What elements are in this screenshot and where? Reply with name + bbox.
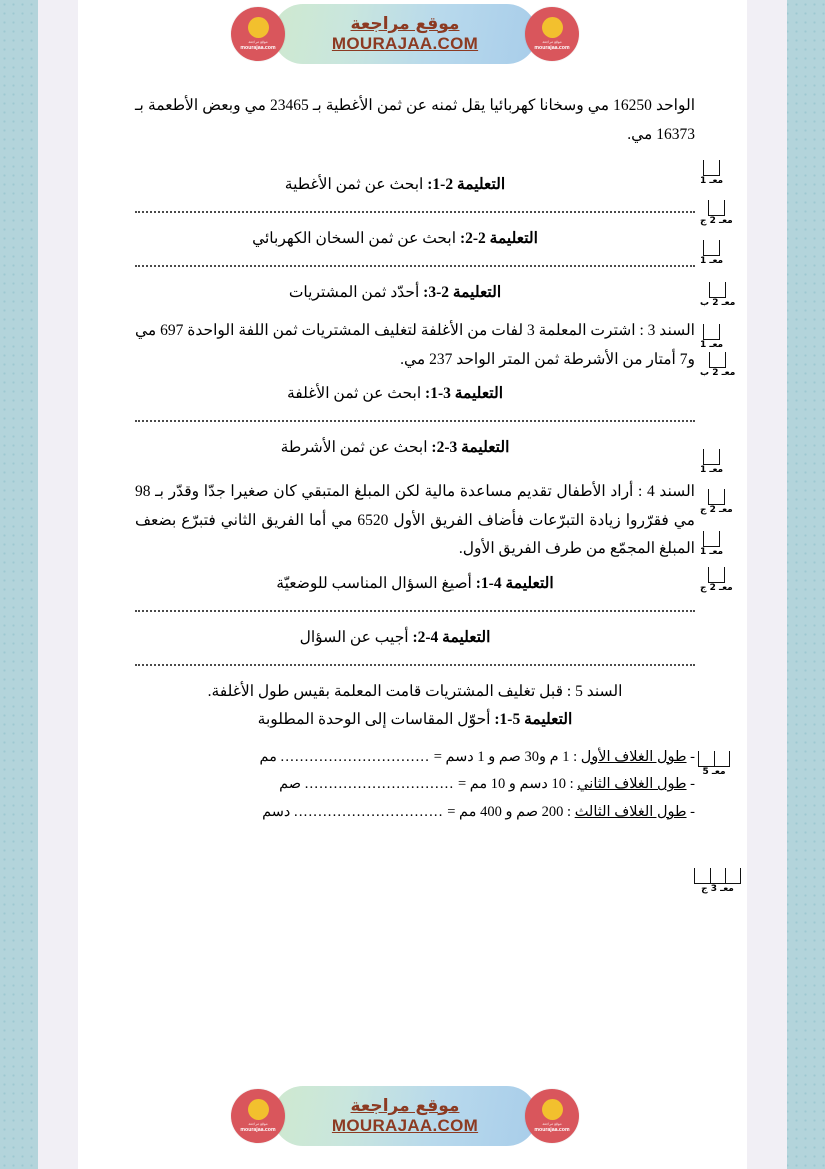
instruction-4-2-label: التعليمة 4-2: xyxy=(412,629,491,647)
measurement-row xyxy=(135,744,695,772)
grading-box-label: معـ 1 xyxy=(700,547,724,557)
grading-box[interactable] xyxy=(700,567,733,593)
grading-box-cell[interactable] xyxy=(710,868,725,883)
instruction-3-2-label: التعليمة 3-2: xyxy=(431,439,510,457)
book-icon xyxy=(248,1099,269,1120)
book-icon xyxy=(542,1099,563,1120)
grading-box-label: معـ 2 ج xyxy=(700,216,733,226)
grading-box-label: معـ 2 ب xyxy=(700,298,736,308)
grading-box-cell[interactable] xyxy=(704,160,719,175)
support-4-paragraph: السند 4 : أراد الأطفال تقديم مساعدة مالية لكن المبلغ المتبقي كان صغيرا جدّا وقدّر بـ 98 مي فقرّروا زيادة التبرّعات فأضاف الفريق الأول 6520 مي أما الفريق الثاني فتبرّع بضعف المبلغ المجمّع من طرف الفريق الأول. xyxy=(135,483,695,558)
answer-line[interactable] xyxy=(135,664,695,666)
grading-box-cell[interactable] xyxy=(710,352,725,367)
page-gutter-right xyxy=(747,0,787,1169)
watermark-english: MOURAJAA.COM xyxy=(331,1115,479,1135)
measurement-unit: دسم xyxy=(262,803,291,820)
grading-box-cells[interactable] xyxy=(694,868,741,884)
instruction-4-2-text: أجيب عن السؤال xyxy=(299,629,409,647)
instruction-2-2 xyxy=(135,225,695,253)
grading-box-cell[interactable] xyxy=(704,449,719,464)
measurement-title: طول الغلاف الأول xyxy=(580,748,687,765)
measurement-value: : 10 دسم و 10 مم = xyxy=(457,776,574,793)
grading-box-cell[interactable] xyxy=(710,282,725,297)
instruction-2-2-label: التعليمة 2-2: xyxy=(459,230,538,248)
instruction-2-3 xyxy=(135,279,695,307)
grading-box-cells[interactable] xyxy=(703,160,720,176)
grading-box-cells[interactable] xyxy=(709,352,726,368)
grading-box-cell[interactable] xyxy=(709,489,724,504)
instruction-2-3-text: أحدّد ثمن المشتريات xyxy=(288,284,420,302)
grading-box[interactable] xyxy=(700,324,723,350)
instruction-3-1 xyxy=(135,380,695,408)
grading-box-label: معـ 1 xyxy=(700,176,724,186)
logo-english-text: mourajaa.com xyxy=(534,1126,570,1133)
measurement-value: : 200 صم و 400 مم = xyxy=(447,803,572,820)
watermark-banner-bottom xyxy=(225,1082,585,1150)
grading-box-cell[interactable] xyxy=(704,324,719,339)
grading-box-cell[interactable] xyxy=(699,751,714,766)
measurement-title: طول الغلاف الثاني xyxy=(577,776,687,793)
instruction-4-2 xyxy=(135,624,695,652)
grading-box[interactable] xyxy=(700,449,723,475)
measurement-unit: صم xyxy=(279,776,302,793)
grading-box-cell[interactable] xyxy=(695,868,710,883)
instruction-2-2-text: ابحث عن ثمن السخان الكهربائي xyxy=(252,230,457,248)
book-icon xyxy=(248,17,269,38)
grading-box-label: معـ 5 xyxy=(702,767,726,777)
grading-box-label: معـ 2 ج xyxy=(700,583,733,593)
worksheet-body xyxy=(135,92,695,826)
watermark-english: MOURAJAA.COM xyxy=(331,33,479,53)
grading-box-label: معـ 1 xyxy=(700,256,724,266)
instruction-2-1-label: التعليمة 2-1: xyxy=(427,176,506,194)
grading-box-cells[interactable] xyxy=(698,751,730,767)
grading-box-label: معـ 2 ج xyxy=(700,505,733,515)
watermark-text xyxy=(273,1086,537,1146)
watermark-banner-top xyxy=(225,0,585,68)
page-gutter-left xyxy=(38,0,78,1169)
grading-box-label: معـ 2 ب xyxy=(700,368,736,378)
measurement-dash: - xyxy=(690,748,695,765)
grading-box-cells[interactable] xyxy=(703,240,720,256)
grading-box-cells[interactable] xyxy=(708,489,725,505)
instruction-2-1-text: ابحث عن ثمن الأغطية xyxy=(284,176,424,194)
measurement-answer-blank[interactable]: ............................... xyxy=(294,803,444,820)
instruction-3-1-text: ابحث عن ثمن الأغلفة xyxy=(287,385,422,403)
instruction-5-1-label: التعليمة 5-1: xyxy=(494,710,573,728)
instruction-3-1-label: التعليمة 3-1: xyxy=(425,385,503,403)
grading-box[interactable] xyxy=(700,240,723,266)
grading-box-cells[interactable] xyxy=(709,282,726,298)
logo-arabic-text: موقع مراجعة xyxy=(248,1122,268,1127)
logo-arabic-text: موقع مراجعة xyxy=(542,40,562,45)
measurement-dash: - xyxy=(690,803,695,820)
watermark-arabic: موقع مراجعة xyxy=(350,13,460,34)
grading-box-cell[interactable] xyxy=(704,531,719,546)
answer-line[interactable] xyxy=(135,420,695,422)
measurement-dash: - xyxy=(690,776,695,793)
instruction-4-1-label: التعليمة 4-1: xyxy=(475,575,554,593)
measurement-row xyxy=(135,799,695,827)
grading-box-label: معـ 1 xyxy=(700,465,724,475)
grading-box-cells[interactable] xyxy=(708,200,725,216)
grading-box[interactable] xyxy=(700,352,735,378)
intro-paragraph: الواحد 16250 مي وسخانا كهربائيا يقل ثمنه عن ثمن الأغطية بـ 23465 مي وبعض الأطعمة بـ 16373 مي. xyxy=(135,97,696,143)
instruction-4-1 xyxy=(135,570,695,598)
grading-box[interactable] xyxy=(700,531,723,557)
logo-arabic-text: موقع مراجعة xyxy=(542,1122,562,1127)
grading-box-label: معـ 1 xyxy=(700,340,724,350)
grading-box-cell[interactable] xyxy=(704,240,719,255)
answer-line[interactable] xyxy=(135,265,695,267)
grading-box-cells[interactable] xyxy=(708,567,725,583)
instruction-2-1 xyxy=(135,171,695,199)
measurement-title: طول الغلاف الثالث xyxy=(574,803,687,820)
instruction-2-3-label: التعليمة 2-3: xyxy=(423,284,502,302)
grading-box[interactable] xyxy=(700,489,733,515)
measurement-unit: مم xyxy=(259,748,277,765)
measurement-answer-blank[interactable]: ............................... xyxy=(304,776,455,793)
answer-line[interactable] xyxy=(135,211,695,213)
instruction-3-2-text: ابحث عن ثمن الأشرطة xyxy=(280,439,428,457)
grading-box[interactable] xyxy=(700,282,735,308)
grading-box[interactable] xyxy=(700,160,723,186)
book-icon xyxy=(542,17,563,38)
measurement-row xyxy=(135,771,695,799)
logo-english-text: mourajaa.com xyxy=(240,1126,276,1133)
grading-box-cell[interactable] xyxy=(709,200,724,215)
logo-arabic-text: موقع مراجعة xyxy=(248,40,268,45)
instruction-4-1-text: أصيغ السؤال المناسب للوضعيّة xyxy=(276,575,472,593)
watermark-text xyxy=(273,4,537,64)
instruction-5-1 xyxy=(135,706,695,734)
grading-box-cell[interactable] xyxy=(725,868,740,883)
grading-box-cell[interactable] xyxy=(709,567,724,582)
grading-box[interactable] xyxy=(698,751,730,777)
grading-box[interactable] xyxy=(700,200,733,226)
grading-box[interactable] xyxy=(694,868,741,894)
logo-english-text: mourajaa.com xyxy=(240,44,276,51)
measurement-answer-blank[interactable]: ............................... xyxy=(280,748,431,765)
support-3-paragraph: السند 3 : اشترت المعلمة 3 لفات من الأغلفة لتغليف المشتريات ثمن اللفة الواحدة 697 مي و7 أمتار من الأشرطة ثمن المتر الواحد 237 مي. xyxy=(135,322,695,368)
watermark-arabic: موقع مراجعة xyxy=(350,1095,460,1116)
logo-english-text: mourajaa.com xyxy=(534,44,570,51)
grading-box-label: معـ 3 ج xyxy=(701,884,734,894)
instruction-3-2 xyxy=(135,434,695,462)
answer-line[interactable] xyxy=(135,610,695,612)
grading-box-cell[interactable] xyxy=(714,751,729,766)
support-5-paragraph: السند 5 : قبل تغليف المشتريات قامت المعلمة بقيس طول الأغلفة. xyxy=(207,682,623,700)
measurement-value: : 1 م و30 صم و 1 دسم = xyxy=(433,748,578,765)
grading-box-cells[interactable] xyxy=(703,531,720,547)
instruction-5-1-text: أحوّل المقاسات إلى الوحدة المطلوبة xyxy=(257,710,491,728)
grading-box-cells[interactable] xyxy=(703,449,720,465)
grading-box-cells[interactable] xyxy=(703,324,720,340)
